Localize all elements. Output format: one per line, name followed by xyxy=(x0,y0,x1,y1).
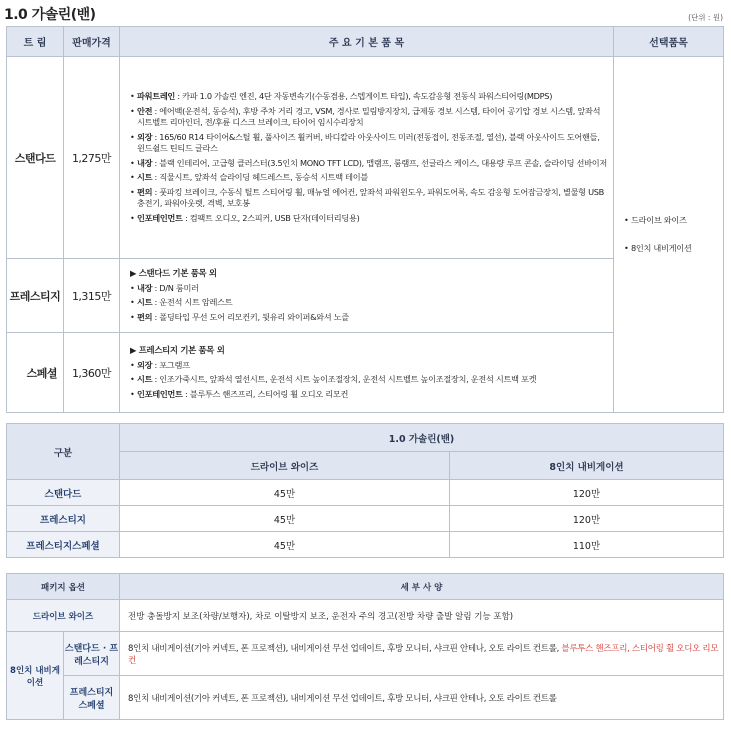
package-navigation: 8인치 내비게이션 xyxy=(7,632,64,720)
table-cell: 120만 xyxy=(450,480,724,506)
nav-spec-1: 8인치 내비게이션(기아 커넥트, 폰 프로젝션), 내비게이션 무선 업데이트, 후방 모니터, 샤크핀 안테나, 오토 라이트 컨트롤, 블루투스 핸즈프리, 스티어링 휠 오디오 리모컨 xyxy=(120,632,724,676)
option-price-table xyxy=(6,423,724,558)
header-basic-items: 주 요 기 본 품 목 xyxy=(120,27,614,57)
list-item: • 안전 : 에어백(운전석, 동승석), 후방 주차 거리 경고, VSM, 경사로 밀림방지장치, 급제동 경보 시스템, 타이어 공기압 경보 시스템, 앞좌석 시트벨트 리마인더, 전/후륜 디스크 브레이크, 타이어 임시수리장치 xyxy=(130,106,607,129)
option-drive-wise: • 드라이브 와이즈 xyxy=(624,215,717,227)
package-table xyxy=(6,573,724,720)
row-standard: 스탠다드 xyxy=(7,480,120,506)
list-item: • 시트 : 운전석 시트 암레스트 xyxy=(130,297,607,309)
trim-standard: 스탠다드 xyxy=(7,57,64,259)
option-navigation: • 8인치 내비게이션 xyxy=(624,243,717,255)
special-lead: ▶ 프레스티지 기본 품목 외 xyxy=(130,345,225,355)
table-cell: 120만 xyxy=(450,506,724,532)
drive-wise-spec: 전방 충돌방지 보조(차량/보행자), 차로 이탈방지 보조, 운전자 주의 경고(전방 차량 출발 알림 기능 포함) xyxy=(120,600,724,632)
list-item: • 시트 : 직물시트, 앞좌석 슬라이딩 헤드레스트, 동승석 시트백 테이블 xyxy=(130,172,607,184)
list-item: • 내장 : D/N 룸미러 xyxy=(130,283,607,295)
header-price: 판매가격 xyxy=(64,27,120,57)
list-item: • 인포테인먼트 : 컴팩트 오디오, 2스피커, USB 단자(데이터리딩용) xyxy=(130,213,607,225)
trim-prestige: 프레스티지 xyxy=(7,259,64,333)
special-items xyxy=(120,333,614,413)
price-standard: 1,275만 xyxy=(64,57,120,259)
list-item: • 파워트레인 : 카파 1.0 가솔린 엔진, 4단 자동변속기(수동겸용, 스텝게이트 타입), 속도감응형 전동식 파워스티어링(MDPS) xyxy=(130,91,607,103)
header-package: 패키지 옵션 xyxy=(7,574,120,600)
prestige-lead: ▶ 스탠다드 기본 품목 외 xyxy=(130,268,217,278)
table-cell: 110만 xyxy=(450,532,724,558)
page-title: 1.0 가솔린(밴) xyxy=(4,7,96,23)
highlight-text: 블루투스 핸즈프리, 스티어링 휠 오디오 리모컨 xyxy=(128,643,719,666)
table-cell: 45만 xyxy=(120,506,450,532)
list-item: • 외장 : 포그램프 xyxy=(130,360,607,372)
list-item: • 시트 : 인조가죽시트, 앞좌석 열선시트, 운전석 시트 높이조절장치, 운전석 시트벨트 높이조절장치, 운전석 시트백 포켓 xyxy=(130,374,607,386)
unit-note: (단위 : 원) xyxy=(688,13,723,22)
row-prestige-special: 프레스티지스페셜 xyxy=(7,532,120,558)
col-navigation: 8인치 내비게이션 xyxy=(450,452,724,480)
list-item: • 내장 : 블랙 인테리어, 고급형 클러스터(3.5인치 MONO TFT LCD), 맵램프, 룸램프, 선글라스 케이스, 대용량 루프 콘솔, 슬라이딩 선바이저 xyxy=(130,158,607,170)
package-drive-wise: 드라이브 와이즈 xyxy=(7,600,120,632)
list-item: • 외장 : 165/60 R14 타이어&스틸 휠, 풀사이즈 휠커버, 바디칼라 아웃사이드 미러(전동접이, 전동조절, 열선), 블랙 아웃사이드 도어핸들, 윈드쉴드 틴티드 글라스 xyxy=(130,132,607,155)
header-spec: 세 부 사 양 xyxy=(120,574,724,600)
price-table-corner: 구분 xyxy=(7,424,120,480)
list-item: • 인포테인먼트 : 블루투스 핸즈프리, 스티어링 휠 오디오 리모컨 xyxy=(130,389,607,401)
standard-items xyxy=(120,57,614,259)
price-prestige: 1,315만 xyxy=(64,259,120,333)
prestige-items xyxy=(120,259,614,333)
nav-sub-prestige-special: 프레스티지 스페셜 xyxy=(64,676,120,720)
nav-spec-2: 8인치 내비게이션(기아 커넥트, 폰 프로젝션), 내비게이션 무선 업데이트, 후방 모니터, 샤크핀 안테나, 오토 라이트 컨트롤 xyxy=(120,676,724,720)
list-item: • 편의 : 풋파킹 브레이크, 수동식 틸트 스티어링 휠, 매뉴얼 에어컨, 앞좌석 파워윈도우, 파워도어록, 속도 감응형 도어잠금장치, 별물형 USB 충전기, 파워아웃렛, 격벽, 보호봉 xyxy=(130,187,607,210)
options-cell xyxy=(614,57,724,413)
header-trim: 트 림 xyxy=(7,27,64,57)
header-options: 선택품목 xyxy=(614,27,724,57)
trim-table xyxy=(6,26,724,413)
table-cell: 45만 xyxy=(120,532,450,558)
list-item: • 편의 : 폴딩타입 무선 도어 리모컨키, 뒷유리 와이퍼&와셔 노즐 xyxy=(130,312,607,324)
nav-sub-standard-prestige: 스탠다드 · 프레스티지 xyxy=(64,632,120,676)
table-cell: 45만 xyxy=(120,480,450,506)
trim-special: 스페셜 xyxy=(7,333,64,413)
row-prestige: 프레스티지 xyxy=(7,506,120,532)
col-drive-wise: 드라이브 와이즈 xyxy=(120,452,450,480)
price-table-group: 1.0 가솔린(밴) xyxy=(120,424,724,452)
price-special: 1,360만 xyxy=(64,333,120,413)
